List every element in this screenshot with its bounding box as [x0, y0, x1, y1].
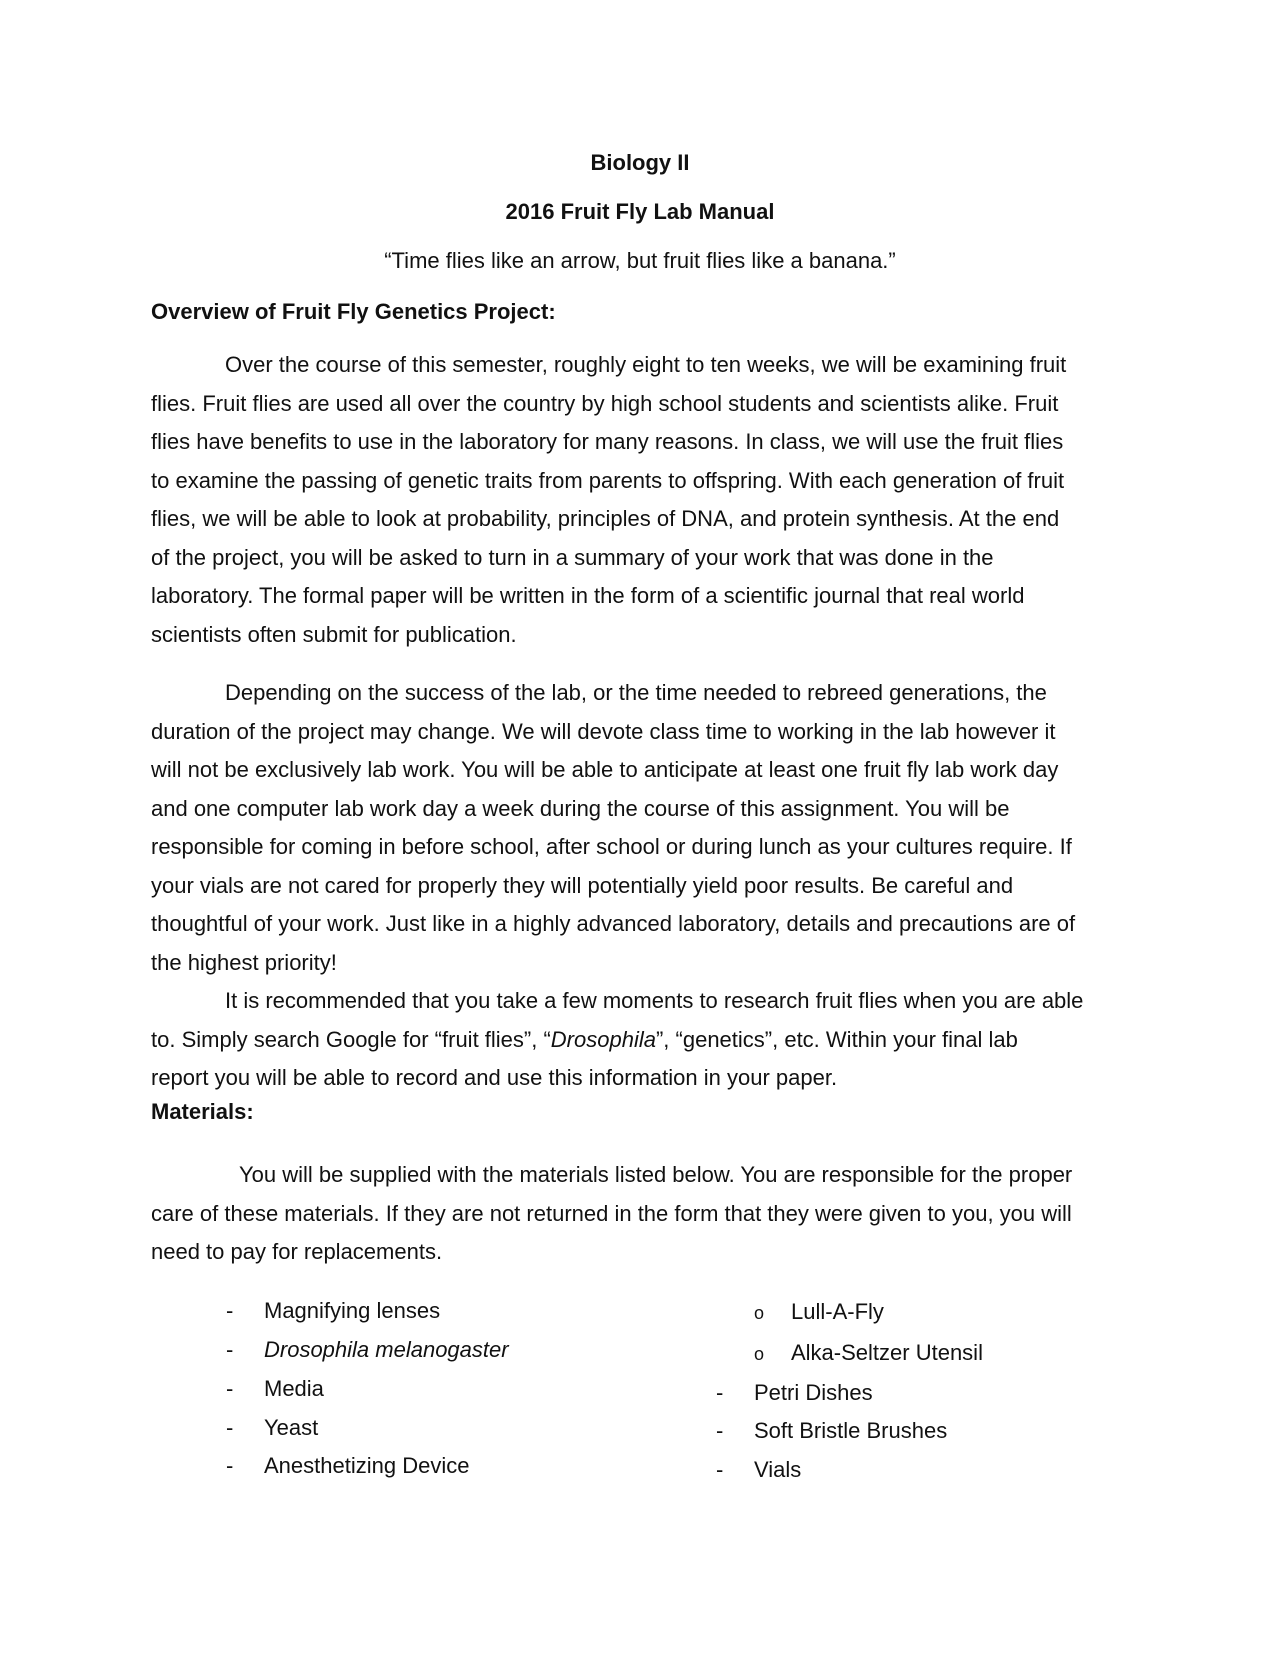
text-line: flies. Fruit flies are used all over the country by high school students and scientists alike. Fruit: [151, 390, 1059, 416]
materials-heading: Materials:: [151, 1099, 254, 1124]
overview-paragraph-1: [151, 346, 1141, 654]
dash-bullet: -: [716, 1418, 724, 1443]
material-name: Anesthetizing Device: [264, 1453, 470, 1478]
text-line: report you will be able to record and use this information in your paper.: [151, 1065, 838, 1090]
text-line: flies have benefits to use in the laboratory for many reasons. In class, we will use the fruit flies: [151, 429, 1064, 454]
text-line: scientists often submit for publication.: [151, 621, 517, 647]
dash-bullet: -: [226, 1453, 234, 1478]
text-line: to examine the passing of genetic traits from parents to offspring. With each generation of fruit: [151, 467, 1065, 493]
material-name: Alka-Seltzer Utensil: [791, 1340, 983, 1365]
italic-term: Drosophila: [550, 1026, 656, 1052]
text-segment: ”, “genetics”, etc. Within your final lab: [655, 1026, 1018, 1052]
text-line: [151, 1021, 1141, 1060]
material-name: Drosophila melanogaster: [264, 1337, 509, 1362]
circle-bullet: o: [754, 1344, 765, 1364]
text-line: the highest priority!: [151, 949, 337, 975]
dash-bullet: -: [226, 1337, 234, 1362]
material-name: Lull-A-Fly: [791, 1299, 884, 1324]
epigraph-quote: “Time flies like an arrow, but fruit flies like a banana.”: [384, 248, 896, 273]
overview-paragraph-3: [151, 982, 1141, 1098]
text-line: It is recommended that you take a few moments to research fruit flies when you are able: [225, 988, 1084, 1013]
text-line: need to pay for replacements.: [151, 1239, 443, 1264]
text-line: laboratory. The formal paper will be written in the form of a scientific journal that real world: [151, 583, 1025, 608]
text-line: will not be exclusively lab work. You will be able to anticipate at least one fruit fly lab work day: [151, 757, 1059, 782]
overview-heading: Overview of Fruit Fly Genetics Project:: [151, 299, 556, 324]
text-line: duration of the project may change. We will devote class time to working in the lab however it: [151, 718, 1056, 744]
circle-bullet: o: [754, 1303, 765, 1323]
text-line: flies, we will be able to look at probability, principles of DNA, and protein synthesis. At the end: [151, 506, 1060, 531]
dash-bullet: -: [716, 1380, 724, 1405]
text-line: thoughtful of your work. Just like in a highly advanced laboratory, details and precautions are of: [151, 911, 1076, 936]
material-name: Petri Dishes: [754, 1380, 873, 1405]
dash-bullet: -: [716, 1457, 724, 1482]
material-name: Soft Bristle Brushes: [754, 1418, 948, 1443]
text-line: of the project, you will be asked to turn in a summary of your work that was done in the: [151, 544, 994, 570]
material-name: Magnifying lenses: [264, 1298, 441, 1323]
dash-bullet: -: [226, 1298, 234, 1323]
text-line: responsible for coming in before school, after school or during lunch as your cultures require. If: [151, 834, 1072, 859]
material-name: Media: [264, 1376, 324, 1401]
dash-bullet: -: [226, 1415, 234, 1440]
material-name: Vials: [754, 1457, 802, 1482]
materials-intro: [151, 1156, 1141, 1272]
text-line: care of these materials. If they are not returned in the form that they were given to you, you will: [151, 1200, 1072, 1226]
text-line: You will be supplied with the materials listed below. You are responsible for the proper: [239, 1162, 1073, 1187]
text-line: Depending on the success of the lab, or the time needed to rebreed generations, the: [225, 680, 1047, 705]
text-segment: to. Simply search Google for “fruit flies”, “: [151, 1026, 551, 1052]
text-line: your vials are not cared for properly they will potentially yield poor results. Be careful and: [151, 872, 1014, 898]
overview-paragraph-2: [151, 674, 1141, 982]
text-line: and one computer lab work day a week during the course of this assignment. You will be: [151, 795, 1010, 821]
material-name: Yeast: [264, 1415, 319, 1440]
text-line: Over the course of this semester, roughly eight to ten weeks, we will be examining fruit: [225, 352, 1067, 377]
dash-bullet: -: [226, 1376, 234, 1401]
course-title: Biology II: [590, 150, 690, 175]
manual-title: 2016 Fruit Fly Lab Manual: [505, 199, 775, 224]
